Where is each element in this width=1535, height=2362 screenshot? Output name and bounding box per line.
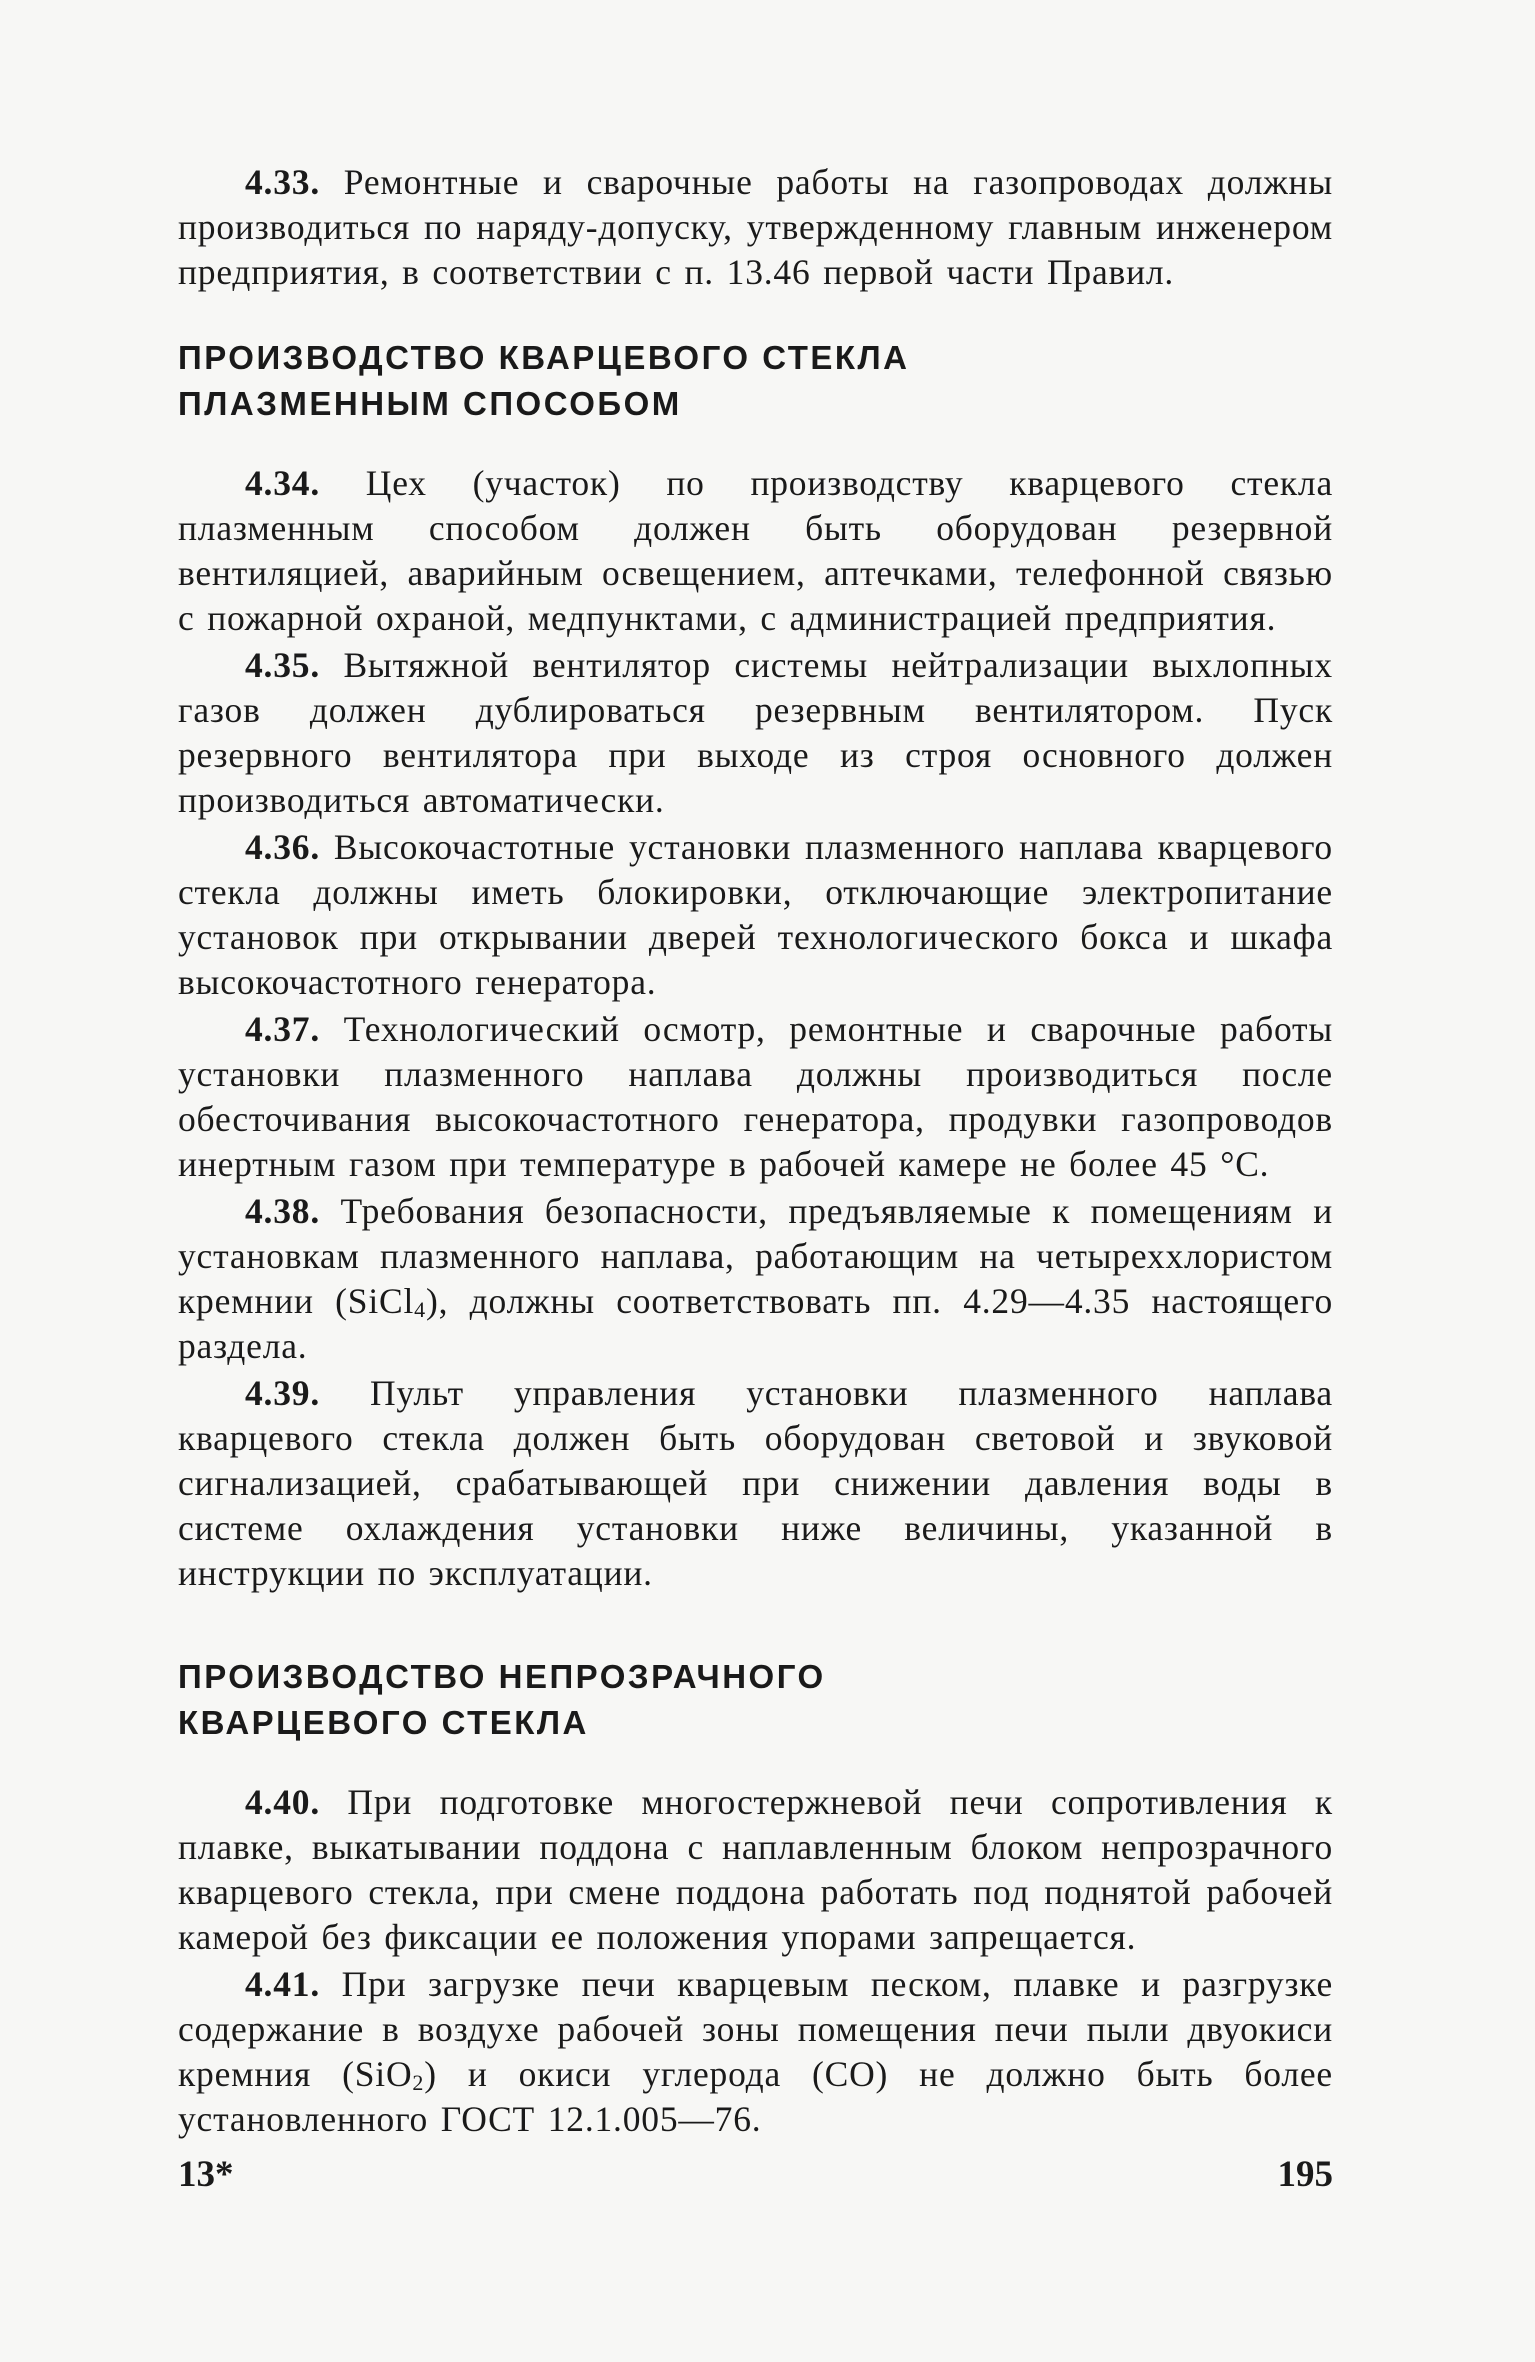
item-number: 4.34. [245,463,320,503]
item-number: 4.39. [245,1373,320,1413]
item-number: 4.41. [245,1964,320,2004]
paragraph-text: Пульт управления установки плазменного наплава кварцевого стекла должен быть оборудован световой и звуковой сигнализацией, срабатывающей при снижении давления воды в системе охлаждения установки ниже величины, указанной в инструкции по эксплуатации. [178,1373,1333,1593]
paragraph-4-39 [178,1371,1333,1596]
section-heading-opaque: ПРОИЗВОДСТВО НЕПРОЗРАЧНОГО КВАРЦЕВОГО СТЕКЛА [178,1658,826,1741]
paragraph-4-36 [178,825,1333,1005]
item-number: 4.40. [245,1782,320,1822]
paragraph-text-end: ) и окиси углерода (CO) не должно быть более установленного ГОСТ 12.1.005—76. [178,2054,1333,2139]
signature-mark: 13* [178,2154,234,2195]
page-number: 195 [1277,2154,1333,2195]
section-heading-plasma: ПРОИЗВОДСТВО КВАРЦЕВОГО СТЕКЛА ПЛАЗМЕННЫМ СПОСОБОМ [178,339,910,422]
subscript: 4 [414,1297,426,1322]
item-number: 4.38. [245,1191,320,1231]
item-number: 4.37. [245,1009,320,1049]
paragraph-text: Технологический осмотр, ремонтные и сварочные работы установки плазменного наплава должны производиться после обесточивания высокочастотного генератора, продувки газопроводов инертным газом при температуре в рабочей камере не более 45 °С. [178,1009,1333,1184]
paragraph-4-38 [178,1189,1333,1369]
paragraph-4-33 [178,160,1333,295]
paragraph-text-end: ), должны соответствовать пп. 4.29—4.35 настоящего раздела. [178,1281,1333,1366]
paragraph-text: Высокочастотные установки плазменного наплава кварцевого стекла должны иметь блокировки, отключающие электропитание установок при открывании дверей технологического бокса и шкафа высокочастотного генератора. [178,827,1333,1002]
paragraph-text: Цех (участок) по производству кварцевого стекла плазменным способом должен быть оборудован резервной вентиляцией, аварийным освещением, аптечками, телефонной связью с пожарной охраной, медпунктами, с администрацией предприятия. [178,463,1333,638]
paragraph-text: При подготовке многостержневой печи сопротивления к плавке, выкатывании поддона с наплавленным блоком непрозрачного кварцевого стекла, при смене поддона работать под поднятой рабочей камерой без фиксации ее положения упорами запрещается. [178,1782,1333,1957]
page-footer [178,2153,1333,2196]
item-number: 4.35. [245,645,320,685]
paragraph-4-40 [178,1780,1333,1960]
item-number: 4.36. [245,827,320,867]
paragraph-text: Ремонтные и сварочные работы на газопроводах должны производиться по наряду-допуску, утвержденному главным инженером предприятия, в соответствии с п. 13.46 первой части Правил. [178,162,1333,292]
paragraph-text-start: Требования безопасности, предъявляемые к помещениям и установкам плазменного наплава, работающим на четыреххлористом кремнии (SiCl [178,1191,1333,1321]
paragraph-4-41 [178,1962,1333,2142]
document-page [178,160,1333,2144]
item-number: 4.33. [245,162,320,202]
paragraph-4-35 [178,643,1333,823]
paragraph-4-34 [178,461,1333,641]
subscript: 2 [412,2070,425,2095]
paragraph-text-start: При загрузке печи кварцевым песком, плавке и разгрузке содержание в воздухе рабочей зоны помещения печи пыли двуокиси кремния (SiO [178,1964,1333,2094]
paragraph-4-37 [178,1007,1333,1187]
paragraph-text: Вытяжной вентилятор системы нейтрализации выхлопных газов должен дублироваться резервным вентилятором. Пуск резервного вентилятора при выходе из строя основного должен производиться автоматически. [178,645,1333,820]
